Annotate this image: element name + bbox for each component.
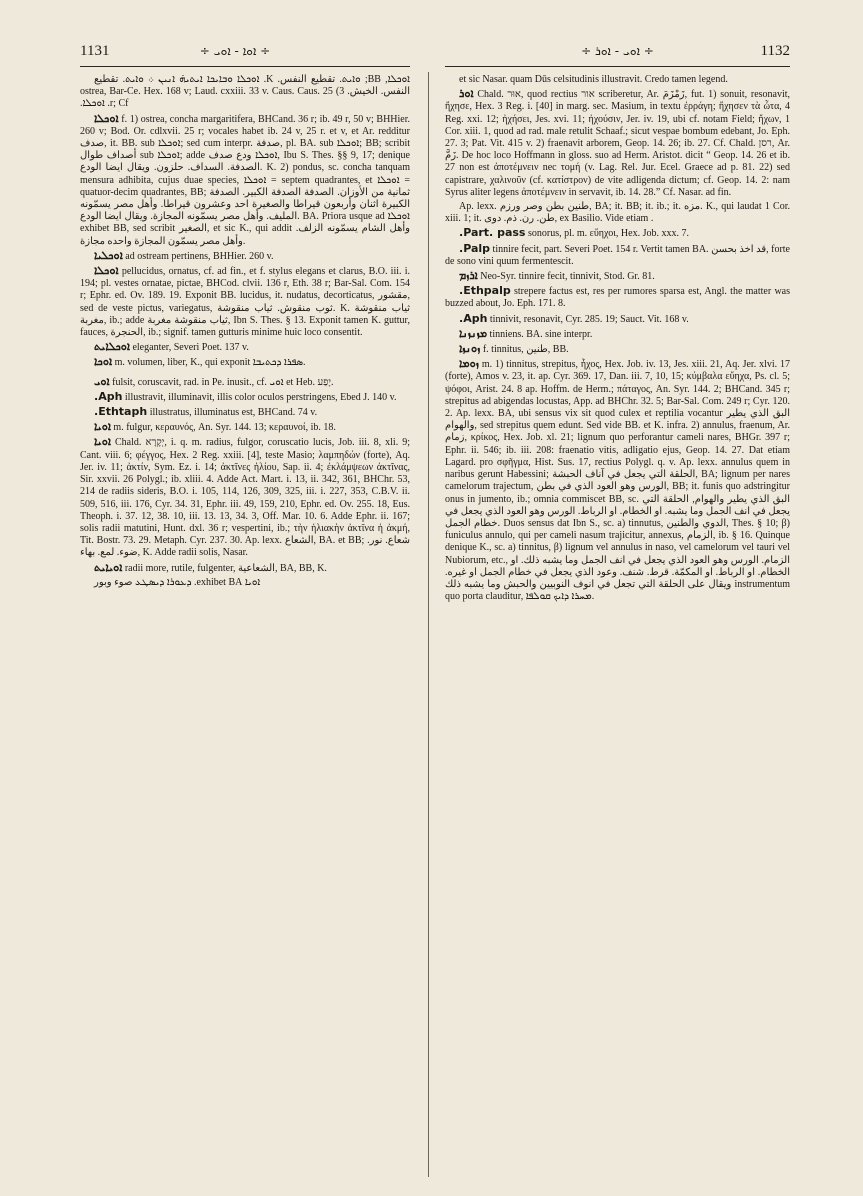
running-title-left: ÷ ܐܘܐ - ܐܘܝ ÷ <box>199 44 271 58</box>
entry-headword: ܐܪܙܡ <box>459 269 478 283</box>
page-number-right: 1132 <box>760 43 790 59</box>
dictionary-entry <box>80 74 410 111</box>
dictionary-entry <box>445 270 790 283</box>
entry-headword: ܐܘܝܐܝܬ <box>94 560 123 574</box>
entry-definition: tinnivit, resonavit, Cyr. 285. 19; Sauct. Vit. 168 v. <box>489 313 689 325</box>
entry-definition: ad ostream pertinens, BHHier. 260 v. <box>125 250 274 262</box>
dictionary-entry <box>80 577 410 589</box>
entry-headword: ܙܘܡܐ <box>459 357 479 371</box>
running-head-left <box>80 38 410 64</box>
entry-definition: ܐܘܟܠܐ, BB; ܘܐܝܬ. تقطيع النفس. K. ܐܘܟܠܐ ܘܒܐܝܟܐ ܐܝܬܝܗ̇ ܐܢܝܢ ܀ ܘܐܝܬ. تقطيع النفس. الخيش. 3) ostrea, Bar-Ce. Hex. 168 v; Laud. cxxiii. 33 v. Caus. Caus. 25 r; Cf. ܐܘܟܠܐ. <box>80 74 410 110</box>
entry-headword: Palp. <box>459 241 491 255</box>
entry-definition: illustratus, illuminatus est, BHCand. 74 v. <box>149 407 318 419</box>
entry-headword: Ethtaph. <box>94 405 148 419</box>
dictionary-entry <box>445 74 790 86</box>
dictionary-entry <box>445 227 790 240</box>
entry-definition: sonorus, pl. m. εὔηχοι, Hex. Job. xxx. 7. <box>527 228 689 240</box>
entry-definition: strepere factus est, res per rumores sparsa est, Angl. the matter was buzzed about, Jo. Eph. 171. 8. <box>445 286 790 310</box>
dictionary-entry <box>445 358 790 603</box>
header-rule-left <box>80 66 410 67</box>
entry-definition: eleganter, Severi Poet. 137 v. <box>132 342 249 354</box>
entry-headword: Ethpalp. <box>459 284 511 298</box>
dictionary-entry <box>80 356 410 369</box>
entry-headword: ܐܘܝܐ <box>94 420 111 434</box>
dictionary-entry <box>445 328 790 341</box>
dictionary-entry <box>445 201 790 225</box>
entry-headword: ܐܘܟܠܝܐ <box>94 248 123 262</box>
entry-headword: ܐܘܟܠܐ <box>94 111 119 125</box>
dictionary-entry <box>445 88 790 199</box>
running-title-right: ÷ ܐܘܝ - ܐܘܪ ÷ <box>581 44 654 58</box>
entry-headword: ܐܘܟܠܐ <box>94 264 119 278</box>
entry-definition: Ap. lexx. طنين بطن وصر ورزم, BA; it. BB; it. ib.; it. مزه. K., qui laudat 1 Cor. xiii. 1; it. طن. رن. ذم. دوى, ex Basilio. Vide etiam . <box>445 201 790 225</box>
entry-headword: Aph. <box>94 389 123 403</box>
entry-definition: Chald. אוּר, quod rectius אור scriberetur, Ar. زَمْزَمَ, fut. 1) sonuit, resonavit, ἤχησε, Hex. 3 Reg. i. [40] in marg. sec. Masium, in textu ἐρράγη; ἤχησεν τὰ ὦτα, 4 Reg. xxi. 12; ἠχήσει, Jes. xvi. 11; ἠχούσιν, Jer. iv. 19, ubi cf. notam Field; ἤχων, 1 Cor. xiii. 1, quod ad rad. male retulit Schaaf.; sicut vespae bombum edebant, Jo. Eph. 27. 3; Pat. Vit. 415 v. 2) fraenavit arborem, Geop. 14. 26; ib. 27. Cf. Chald. רסן, Ar. زَمَّ. De hoc loco Hoffmann in gloss. suo ad Herm. Aristot. dicit “ Geop. 14. 26 et ib. 27 non est ἀποτέμνειν nec τομή (v. Lag. Rel. Jur. Ecel. Graece ad p. 81. 22) sed capistrare, χαλινοῦν (cf. κατίστρον) de vite adligenda dictum; cf. Geop. 14. 2: nam Syrus aliter legens ἀποτέμνειν in servavit, ib. 14. 28.” Cf. Nasar. ad fin. <box>445 89 790 198</box>
dictionary-entry <box>80 421 410 434</box>
entry-definition: radii more, rutile, fulgenter, الشعاعية, BA, BB, K. <box>124 562 327 574</box>
entry-headword: ܐܘܝܐ <box>94 435 111 449</box>
entry-headword: Aph. <box>459 311 488 325</box>
dictionary-entry <box>80 406 410 419</box>
dictionary-entry <box>445 343 790 356</box>
dictionary-entry <box>445 285 790 310</box>
entry-definition: pellucidus, ornatus, cf. ad fin., et f. stylus elegans et clarus, B.O. iii. i. 194; pl. vestes ornatae, pictae, BHCod. clvii. 136 r, Eth. 38 r; Bar-Sal. Com. 154 r; Ephr. ed. Ov. 189. 19. Exponit BB. lucidus, it. nudatus, decorticatus, مقشور, sed de veste pictus, variegatus, ثوب منقوش. ثياب منقوشة. K. ثياب منقوشة مغربة, ib.; adde ثياب منقوشة مغربة, Ibn S. Thes. § 13. Exponit tamen K. guttur, fauces, الحنجرة, ib.; signif. tamen gutturis minime huic loco consentit. <box>80 266 410 339</box>
entry-definition: et sic Nasar. quam Dūs celsitudinis illustravit. Credo tamen legend. <box>459 74 728 85</box>
entry-definition: Chald. יְקָרָא, i. q. m. radius, fulgor, coruscatio lucis, Job. iii. 8, xli. 9; Cant. viii. 6; φέγγος, Hex. 2 Reg. xxiii. [4], teste Masio; λαμπηδών (forte), Aq. Jer. iv. 11; ἀκτίν, Sym. Ez. i. 14; ἀκτῖνες ἡλίου, Sap. ii. 4; ἐκλάμψεων ἀκτῖνας, Sir. xxvii. 26 Polygl.; ib. xliii. 4. Adde Act. Mart. i. 13, ii. 342, 361, BHChr. 53, 214 de radiis sideris, B.O. i. 105, 114, 126, 309, 325, iii. i. 227, 353, C.B.V. ii. 509, 516, iii. 176, Cyr. 34. 31, Ephr. iii. 49, 159, 210, Ephr. ed. Ov. 255. 18, Eus. Theoph. i. 37. 12, 38. 10, iii. 13. 13, 34. 3, Off. Mar. 10. 6. Adde Ephr. ii. 167; solis radii matutini, Hunt. dxl. 36 r; vespertini, ib.; τὴν ἡλιακὴν ἀκτῖνα ἡ ἀκμή, Tit. Bostr. 73. 29. Metaph. Cyr. 237. 30. Ap. lexx. الشعاع, BA. et BB; شعاع. نور. ضوء. لمع. بهاء, K. Adde radii solis, Nasar. <box>80 437 410 559</box>
dictionary-entry <box>80 341 410 354</box>
entry-definition: m. 1) tinnitus, strepitus, ἦχος, Hex. Job. iv. 13, Jes. xiii. 21, Aq. Jer. xlvi. 17 (forte), Amos v. 23, it. ap. Cyr. 369. 17, Dan. iii. 7, 10, 15; κύμβαλα εὔηχα, Ps. cl. 5; ψόφοι, Arist. 24. 8 ap. Hoffm. de Herm.; πάταγος, An. Syr. 144. 2; BHCand. 345 r; strepitus ad abigendas locustas, App. ad BHChr. 32. 5; Bar-Sal. Com. 249 r; Cyr. 120. 2. Ap. lexx. BA, ubi sensus vix sit quod culex et reptilia vocantur البق الذي يطير والهوام, sed strepitus quem edunt. Sed vide BB. et K. infra. 2) annulus, fraenum, Ar. زمام, κρίκος, Hex. Job. xl. 21; lignum quo perforantur cameli nares, BHGr. 397 r; Ephr. ii. 546; ib. iii. 208: fraenatio vitis, adligatio ejus, Geop. 14. 27. Dat etiam Lagard. pro σφῆγμα, Hist. Sus. 17, rectius Polygl. q. v. Ap. lexx. annulus quem in naribus gerunt Habessini; الحلقة التي يجعل في آناف الحبشة, BA; lignum per nares camelorum trajectum, الورس وهو العود الذي في بطن, BB; it. funis quo adstringitur onus in jumento, ib.; omnia commiscet BB, sc. البق الذي يطير والهوام, الحلقة التي يجعل في انف الجمل وما يشبه. او الخطام. او الرباط. الورس وهو العود الذي يجعل في خطام الجمل. Duos sensus dat Ibn S., sc. a) tinnutus, الدوي والطنين, Thes. § 10; β) funiculus annulo, qui per cameli nasum trajicitur, annexus, الزمام, ib. § 16. Quinque denique K., sc. a) tinnitus, β) lignum vel annulus in naso, vel camelorum vel tauri vel Nubiorum, etc., الزمام. الورس وهو العود الذي يجعل في انف الجمل وما يشبه ذلك. او الخطام. او الرباط. او المكمّة. قرط. شنف. وعود الذي يجعل في خطام الجمل او غيره. ويقال على الحلقة التي تجعل في انوف النوبيين والحبش وما يشبه ذلك instrumentum quo porta clauditur, ܡܚܪܐ ܕܐܝܟ ܩܘܠܦܐ. <box>445 359 790 603</box>
dictionary-entry <box>445 243 790 268</box>
dictionary-entry <box>80 265 410 339</box>
dictionary-entry <box>80 250 410 263</box>
entry-definition: tinnire fecit, part. Severi Poet. 154 r. Vertit tamen BA. قد اخذ بحسن, forte de sono vini quum fermentescit. <box>445 243 790 267</box>
page-number-left: 1131 <box>80 43 110 59</box>
entry-definition: fulsit, coruscavit, rad. in Pe. inusit., cf. ܐܘܝ et Heb. יָפַע. <box>112 376 334 388</box>
left-column <box>80 74 410 1174</box>
entry-definition: m. volumen, liber, K., qui exponit ܣܦܪܐ ܕܟܬܝܒܐ. <box>114 357 306 369</box>
entry-definition: tinniens. BA. sine interpr. <box>489 328 593 340</box>
entry-definition: illustravit, illuminavit, illis color oculos perstringens, Ebed J. 140 v. <box>124 391 397 403</box>
dictionary-entry <box>445 313 790 326</box>
entry-headword: ܙܘܢܙܐ <box>459 342 481 356</box>
dictionary-entry <box>80 436 410 559</box>
entry-definition: ܐܘܝܐ exhibet BA. ܕܥܘܪܐ ܕܝܣܛܥ صوء وبور <box>94 576 261 588</box>
entry-headword: ܐܘܝ <box>94 374 110 388</box>
entry-headword: ܐܘܟܐ <box>94 355 113 369</box>
column-divider <box>428 72 429 1177</box>
entry-headword: ܐܘܪ <box>459 87 474 101</box>
header-rule-right <box>445 66 790 67</box>
dictionary-entry <box>80 391 410 404</box>
running-head-right <box>445 38 790 64</box>
entry-definition: f. tinnitus, طنين, BB. <box>482 344 569 356</box>
entry-headword: Part. pass. <box>459 226 526 240</box>
entry-headword: ܡܙܢܙܢܐ <box>459 326 488 340</box>
right-column <box>445 74 790 1174</box>
entry-headword: ܐܘܟܠܐܝܬ <box>94 340 130 354</box>
entry-definition: m. fulgur, κεραυνός, An. Syr. 144. 13; κεραυνοί, ib. 18. <box>113 422 336 434</box>
dictionary-entry <box>80 113 410 248</box>
dictionary-entry <box>80 376 410 389</box>
dictionary-entry <box>80 562 410 575</box>
entry-definition: f. 1) ostrea, concha margaritifera, BHCand. 36 r; ib. 49 r, 50 v; BHHier. 260 v; Bod. Or. cdlxvii. 25 r; vocales habet ib. 24 v, 25 r. et v, et Ar. redditur صدف, it. BB. sub ܐܘܟܠܐ; sed cum interpr. صدفة, pl. BA. sub ܐܘܟܠܐ; BB; scribit أصداف طوال sub ܐܘܟܠܐ; adde ܐܘܟܠܐ ودع صدف, Ibu S. Thes. §§ 9, 17; denique الصدفة. السداف. حلزون. ويقال ايضا الودع. K. 2) pondus, sc. concha tanquam mensura adhibita, cujus duae species, ܐܘܟܠܐ = septem quadrantes, et ܐܘܟܠܐ = quatuor-decim quadrantes, BB; ثمانية من الأوزان. الصدفة الصدفة الكبير. الصدفة الكبيرة اثنان وأربعون قيراطا والصغيرة احد وعشرون قيراطا. وأهل مصر يسمّونه المليف. وأهل مصر يسمّونه المجازة. ويقال ايضا الودع. BA. Priora usque ad ܐܘܟܠܐ exhibet BB, sed scribit الصغير, et sic K., qui addit وأهل الشام يسمّونه الزلف. وأهل مصر يسمّون المجازة واحده مجازة. <box>80 113 410 247</box>
entry-definition: Neo-Syr. tinnire fecit, tinnivit, Stod. Gr. 81. <box>480 271 655 283</box>
